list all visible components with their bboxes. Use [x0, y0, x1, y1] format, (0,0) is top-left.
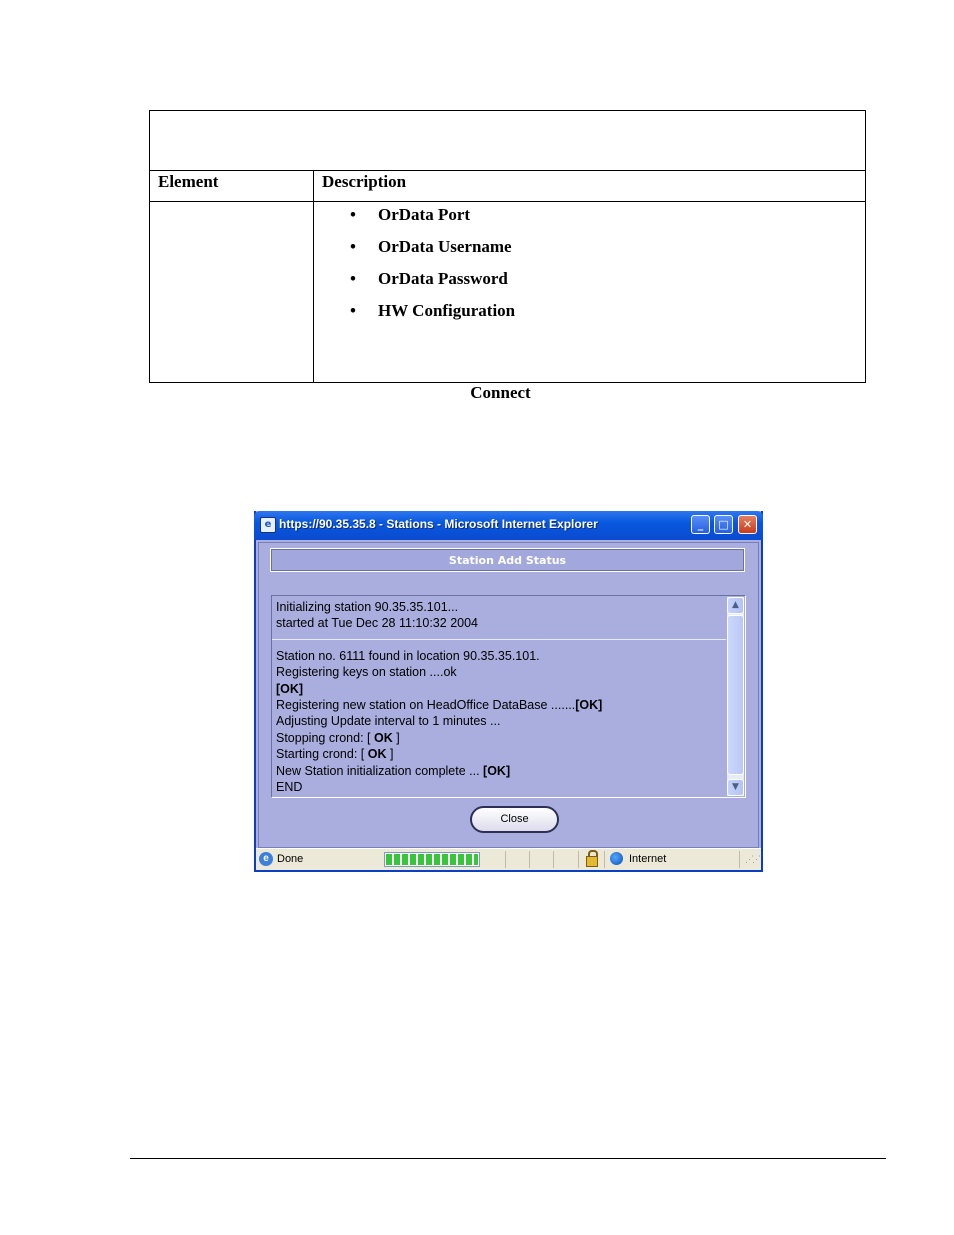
- log-line: [OK]: [276, 681, 304, 696]
- progress-fill: [386, 854, 478, 865]
- scroll-up-icon[interactable]: ▲: [727, 597, 744, 614]
- lock-icon: [586, 856, 598, 867]
- status-divider: [578, 851, 579, 868]
- status-divider: [604, 851, 605, 868]
- scroll-thumb[interactable]: [727, 615, 744, 775]
- table-header-row: [150, 171, 865, 202]
- log-separator: [272, 639, 726, 640]
- log-line: Registering new station on HeadOffice DataBase .......[OK]: [276, 698, 603, 713]
- status-divider: [553, 851, 554, 868]
- table-title-row: [150, 111, 865, 171]
- header-description: Description: [322, 172, 407, 191]
- log-text: [276, 599, 722, 795]
- log-line: Station no. 6111 found in location 90.35.35.101.: [276, 648, 540, 663]
- log-line: END: [276, 780, 303, 795]
- resize-grip-icon[interactable]: ⋰⋰: [745, 854, 759, 864]
- status-header: Station Add Status: [270, 548, 745, 572]
- log-line: Initializing station 90.35.35.101...: [276, 600, 459, 614]
- window-content: [258, 542, 759, 848]
- log-line: New Station initialization complete ... [OK]: [276, 763, 511, 778]
- internet-globe-icon: [610, 852, 623, 865]
- log-line: started at Tue Dec 28 11:10:32 2004: [276, 616, 478, 631]
- status-divider: [739, 851, 740, 868]
- document-table: [149, 110, 866, 383]
- log-line: Stopping crond: [ OK ]: [276, 730, 400, 745]
- footer-rule: [130, 1158, 886, 1159]
- log-line: Starting crond: [ OK ]: [276, 747, 394, 762]
- list-item: • OrData Password: [350, 267, 515, 299]
- maximize-button[interactable]: □: [714, 515, 733, 534]
- description-bullet-list: [350, 203, 515, 331]
- log-line: Registering keys on station ....ok: [276, 665, 457, 680]
- minimize-button[interactable]: _: [691, 515, 710, 534]
- log-line: Adjusting Update interval to 1 minutes ...: [276, 714, 501, 729]
- window-titlebar[interactable]: [254, 511, 763, 540]
- window-title: https://90.35.35.8 - Stations - Microsoft Internet Explorer: [279, 517, 598, 531]
- list-item: • HW Configuration: [350, 299, 515, 331]
- section-caption: Connect: [470, 383, 531, 402]
- browser-window: [254, 511, 763, 872]
- header-element: Element: [158, 172, 219, 191]
- progress-bar: [384, 852, 480, 867]
- browser-status-bar: [256, 848, 761, 870]
- window-close-button[interactable]: ✕: [738, 515, 757, 534]
- list-item: • OrData Port: [350, 203, 515, 235]
- column-divider: [313, 171, 314, 382]
- status-text: Done: [277, 853, 304, 865]
- ie-status-icon: e: [259, 852, 273, 866]
- list-item: • OrData Username: [350, 235, 515, 267]
- scroll-down-icon[interactable]: ▼: [727, 779, 744, 796]
- status-divider: [505, 851, 506, 868]
- security-zone-text: Internet: [629, 853, 667, 865]
- status-log[interactable]: [271, 595, 746, 798]
- status-divider: [529, 851, 530, 868]
- log-scrollbar[interactable]: [727, 597, 744, 796]
- close-button[interactable]: Close: [470, 806, 559, 833]
- ie-page-icon: e: [260, 517, 276, 533]
